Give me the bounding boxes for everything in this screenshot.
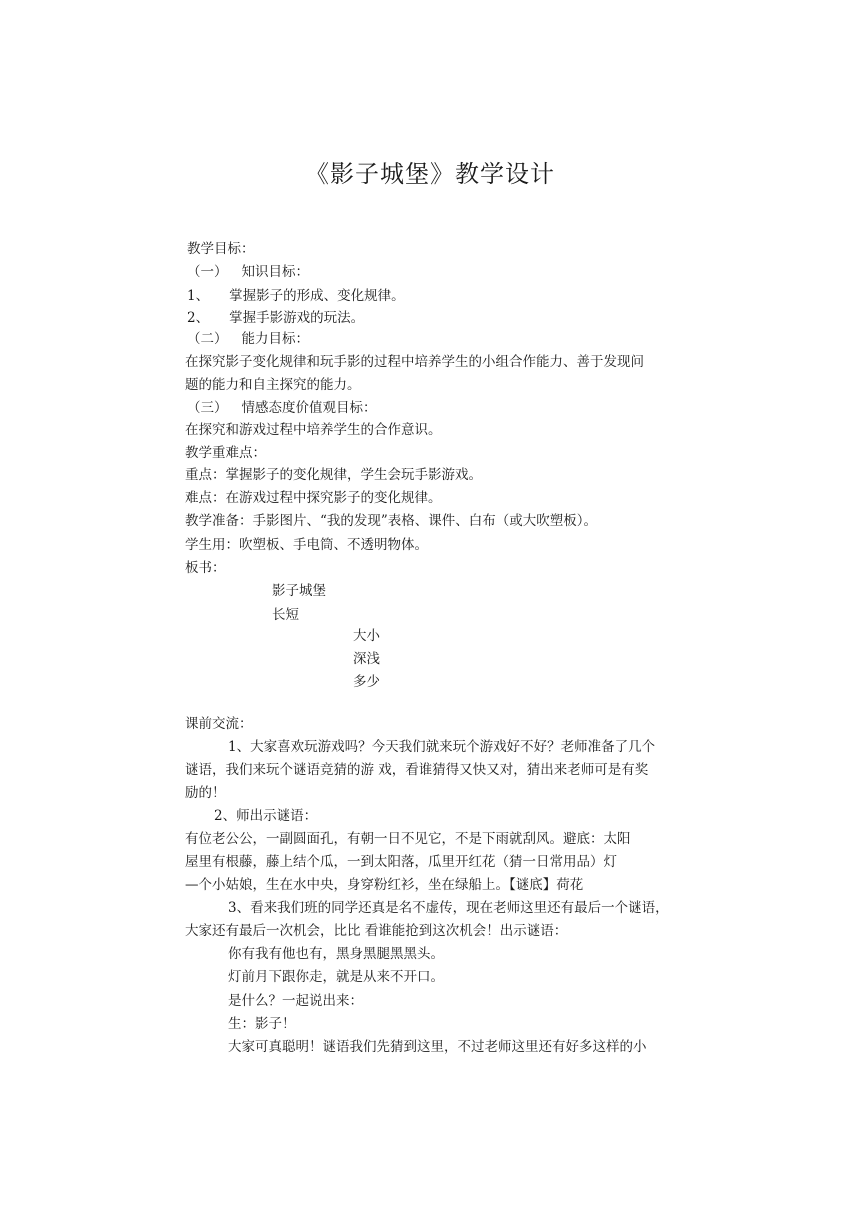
knowledge-item-1 [187, 287, 405, 305]
board-item-title: 影子城堡 [272, 583, 326, 599]
document-title: 《影子城堡》教学设计 [305, 160, 555, 188]
riddle-3: —个小姑娘，生在水中央，身穿粉红衫，坐在绿船上。【谜底】荷花 [185, 877, 584, 893]
shadow-riddle-line2: 灯前月下跟你走，就是从来不开口。 [228, 969, 444, 985]
ability-goal-number: （二） [187, 331, 228, 347]
emotion-goal-number: （三） [187, 400, 228, 416]
board-heading: 板书： [185, 560, 226, 576]
ability-text-line-2: 题的能力和自主探究的能力。 [185, 377, 361, 393]
pre-class-p2: 2、师出示谜语： [214, 808, 318, 824]
ability-goal-line [187, 330, 309, 348]
student-answer: 生：影子！ [228, 1016, 296, 1032]
board-item-length: 长短 [272, 607, 299, 623]
difficulty-point: 难点：在游戏过程中探究影子的变化规律。 [185, 490, 442, 506]
riddle-1: 有位老公公，一副圆面孔，有朝一日不见它，不是下雨就刮风。避底：太阳 [185, 831, 631, 847]
ability-goal-label: 能力目标： [241, 331, 309, 347]
knowledge-goal-number: （一） [187, 264, 228, 280]
teacher-preparation: 教学准备：手影图片、“我的发现”表格、课件、白布（或大吹塑板）。 [185, 513, 598, 529]
objectives-heading: 教学目标： [187, 241, 255, 257]
pre-class-heading: 课前交流： [185, 716, 253, 732]
board-item-size: 大小 [353, 628, 380, 644]
knowledge-item-2 [187, 309, 364, 327]
pre-class-p1-line1: 1、大家喜欢玩游戏吗？今天我们就来玩个游戏好不好？老师准备了几个 [228, 739, 656, 755]
item-number: 1、 [187, 288, 210, 304]
board-item-quantity: 多少 [353, 674, 380, 690]
pre-class-p3-line2: 大家还有最后一次机会，比比 看谁能抢到这次机会！出示谜语： [185, 923, 568, 939]
riddle-question: 是什么？一起说出来： [228, 993, 363, 1009]
knowledge-goal-line [187, 263, 309, 281]
knowledge-goal-label: 知识目标： [241, 264, 309, 280]
ability-text-line-1: 在探究影子变化规律和玩手影的过程中培养学生的小组合作能力、善于发现问 [185, 354, 644, 370]
item-number: 2、 [187, 310, 210, 326]
student-materials: 学生用：吹塑板、手电筒、不透明物体。 [185, 537, 428, 553]
key-points-heading: 教学重难点： [185, 445, 266, 461]
pre-class-p1-line3: 励的！ [185, 785, 226, 801]
shadow-riddle-line1: 你有我有他也有，黑身黑腿黑黑头。 [228, 946, 444, 962]
closing-line: 大家可真聪明！谜语我们先猜到这里，不过老师这里还有好多这样的小 [228, 1039, 647, 1055]
pre-class-p1-line2: 谜语，我们来玩个谜语竞猜的游 戏，看谁猜得又快又对，猜出来老师可是有奖 [185, 762, 649, 778]
focus-point: 重点：掌握影子的变化规律，学生会玩手影游戏。 [185, 467, 482, 483]
board-item-depth: 深浅 [353, 651, 380, 667]
item-text: 掌握手影游戏的玩法。 [229, 310, 365, 326]
emotion-text: 在探究和游戏过程中培养学生的合作意识。 [185, 422, 442, 438]
riddle-2: 屋里有根藤，藤上结个瓜，一到太阳落，瓜里开红花（猜一日常用品）灯 [185, 854, 617, 870]
emotion-goal-line [187, 399, 377, 417]
item-text: 掌握影子的形成、变化规律。 [229, 288, 405, 304]
emotion-goal-label: 情感态度价值观目标： [241, 400, 377, 416]
pre-class-p3-line1: 3、看来我们班的同学还真是名不虚传，现在老师这里还有最后一个谜语， [228, 900, 669, 916]
